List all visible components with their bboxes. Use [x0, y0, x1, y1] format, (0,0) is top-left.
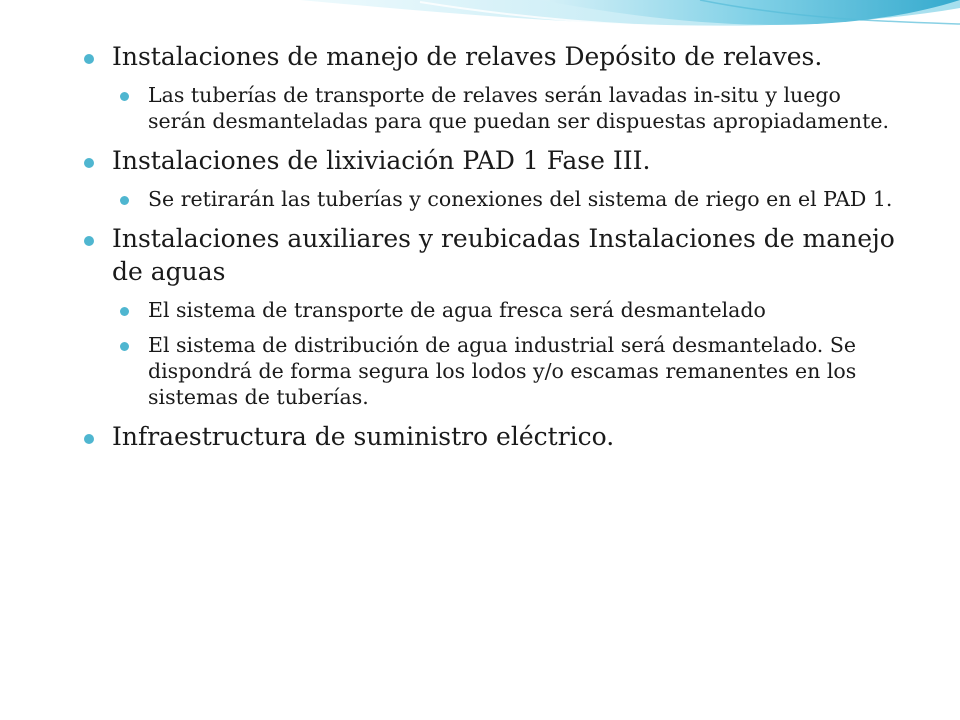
sub-bullet-text: El sistema de distribución de agua industrial será desmantelado. Se dispondrá de forma segura los lodos y/o escamas remanentes en los sistemas de tuberías. — [148, 333, 857, 409]
bullet-text: Infraestructura de suministro eléctrico. — [112, 422, 615, 451]
bullet-item-electrico — [84, 420, 904, 453]
bullet-dot-icon — [84, 158, 94, 168]
bullet-item-auxiliares — [84, 222, 904, 288]
sub-bullet-item — [120, 332, 904, 410]
bullet-dot-icon — [120, 92, 129, 101]
sub-bullet-text: Las tuberías de transporte de relaves serán lavadas in-situ y luego serán desmanteladas para que puedan ser dispuestas apropiadamente. — [148, 83, 889, 133]
bullet-text: Instalaciones auxiliares y reubicadas Instalaciones de manejo de aguas — [112, 224, 895, 286]
sub-bullet-item — [120, 82, 904, 134]
bullet-list — [84, 40, 904, 453]
sub-bullet-item — [120, 186, 904, 212]
sub-bullet-item — [120, 297, 904, 323]
bullet-text: Instalaciones de manejo de relaves Depósito de relaves. — [112, 42, 823, 71]
bullet-item-relaves — [84, 40, 904, 73]
bullet-text: Instalaciones de lixiviación PAD 1 Fase III. — [112, 146, 651, 175]
bullet-dot-icon — [120, 307, 129, 316]
bullet-dot-icon — [84, 236, 94, 246]
bullet-dot-icon — [84, 54, 94, 64]
bullet-dot-icon — [120, 196, 129, 205]
sub-bullet-text: Se retirarán las tuberías y conexiones del sistema de riego en el PAD 1. — [148, 187, 893, 211]
bullet-dot-icon — [120, 342, 129, 351]
sub-bullet-text: El sistema de transporte de agua fresca será desmantelado — [148, 298, 766, 322]
bullet-dot-icon — [84, 434, 94, 444]
bullet-item-lixiviacion — [84, 144, 904, 177]
